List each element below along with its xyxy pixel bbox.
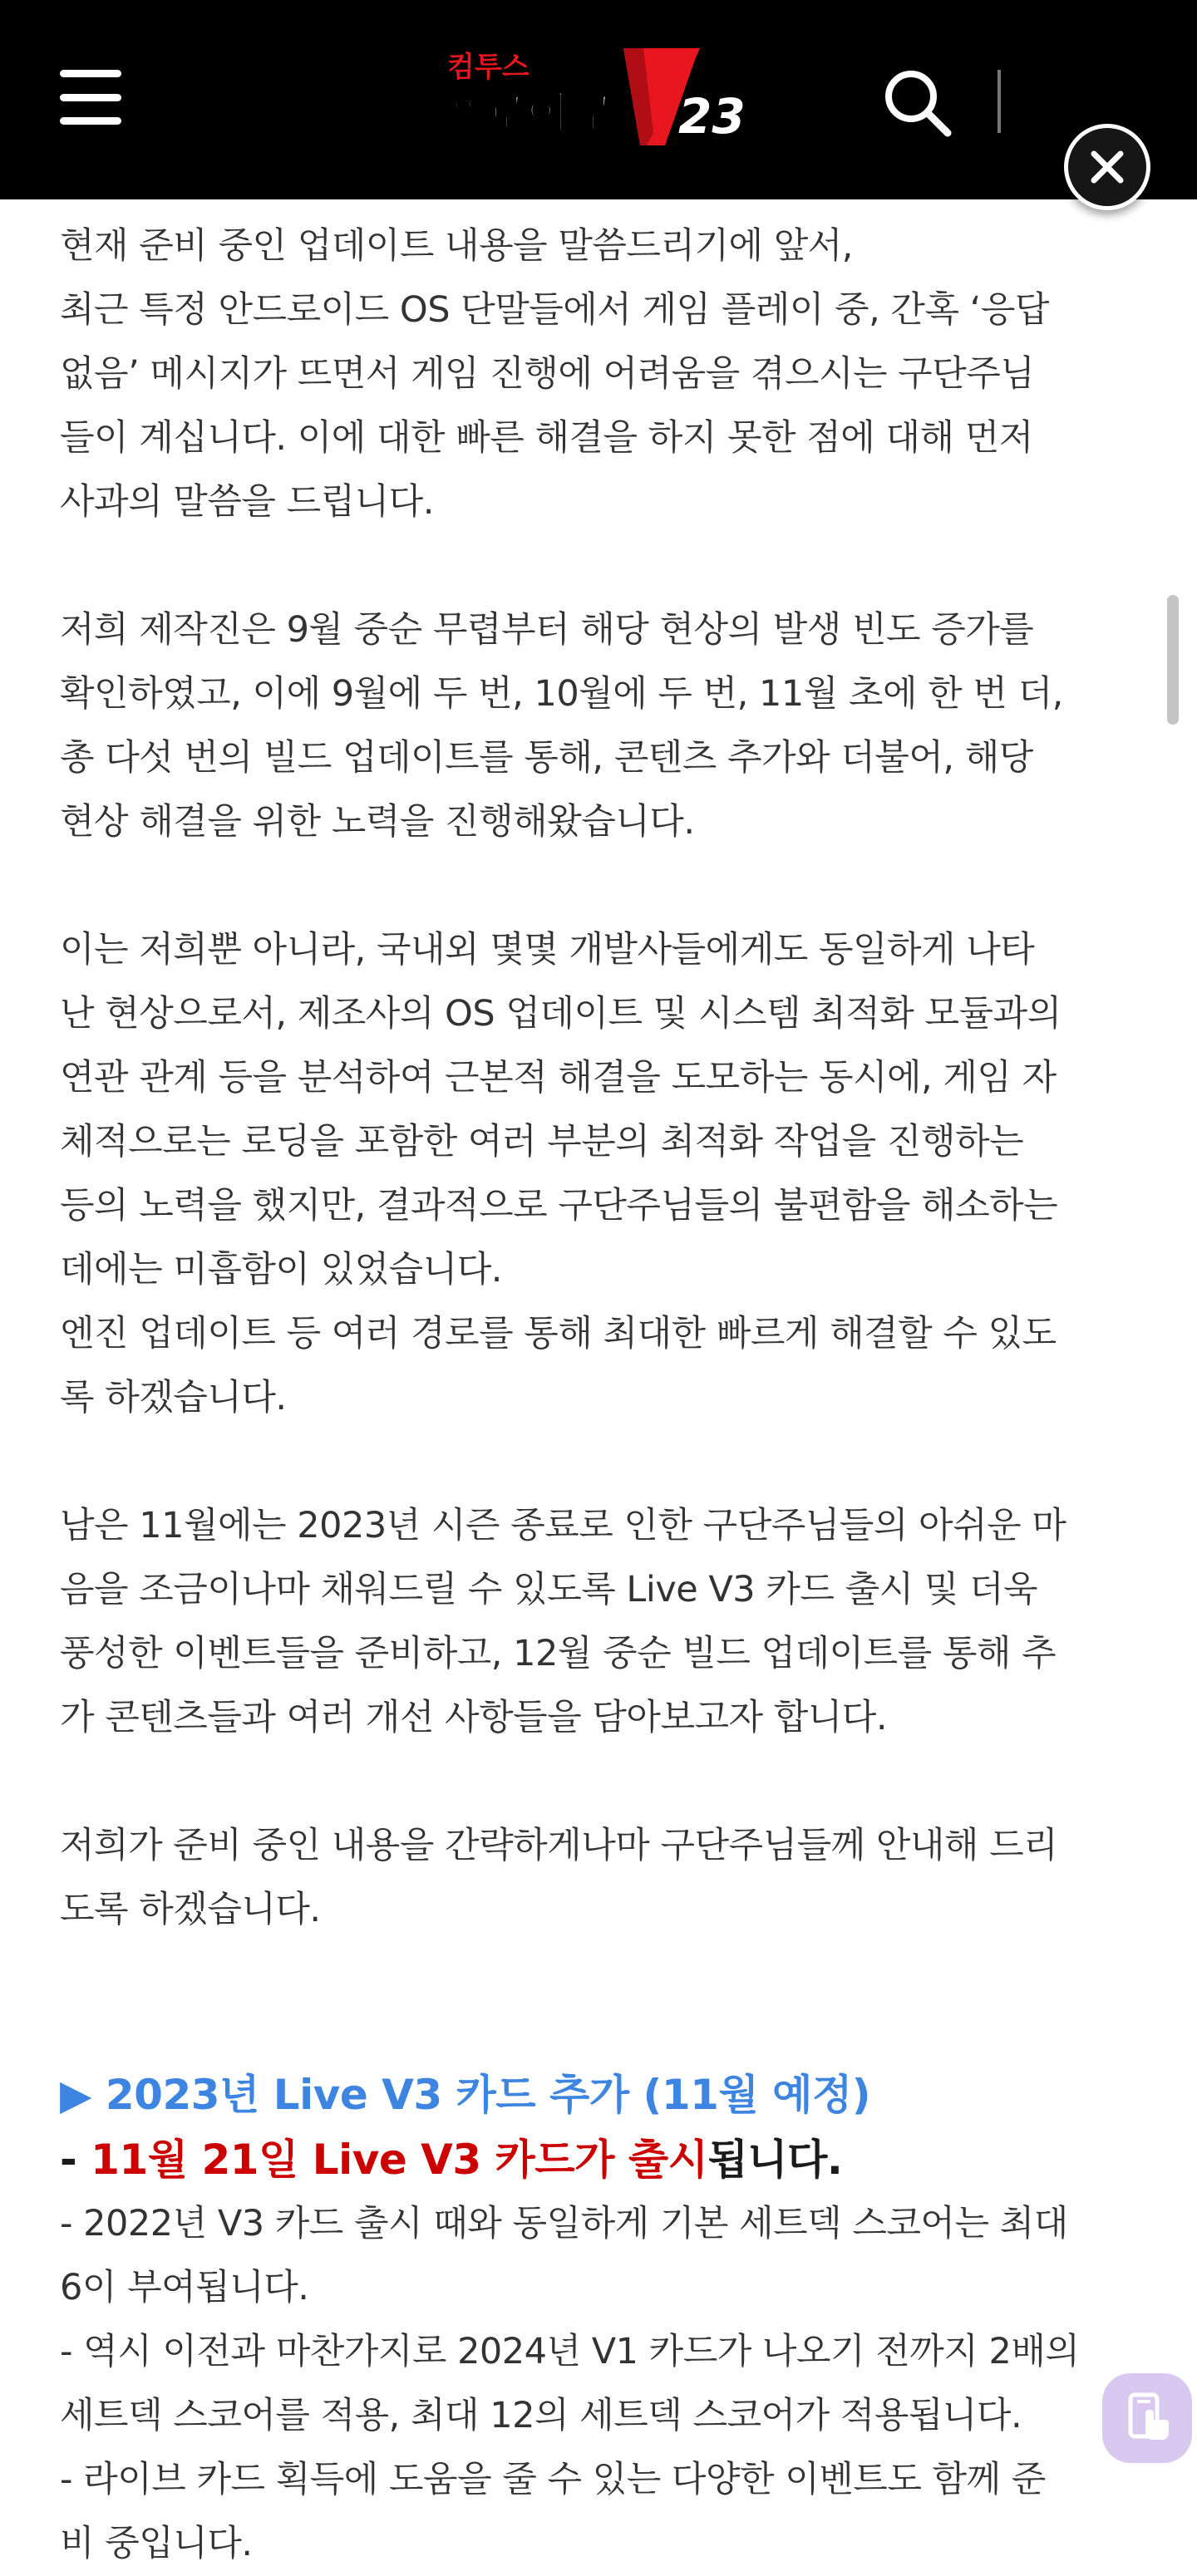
close-button[interactable] (1064, 124, 1150, 210)
logo-main-text: 프로야구 (441, 89, 614, 143)
text-line: 들이 계십니다. 이에 대한 빠른 해결을 하지 못한 점에 대해 먼저 (60, 417, 1033, 459)
text-line: 남은 11월에는 2023년 시즌 종료로 인한 구단주님들의 아쉬운 마 (60, 1505, 1066, 1546)
top-header (0, 0, 1197, 199)
highlight-dash: - (60, 2136, 91, 2184)
paragraph-updates (60, 598, 1140, 854)
paragraph-november-plan (60, 1494, 1140, 1750)
text-line: 도록 하겠습니다. (60, 1889, 321, 1930)
highlight-red-text: 11월 21일 Live V3 카드가 출시 (91, 2136, 708, 2184)
floating-action-button[interactable] (1102, 2373, 1192, 2463)
text-line: 엔진 업데이트 등 여러 경로를 통해 최대한 빠르게 해결할 수 있도 (60, 1313, 1057, 1354)
search-icon[interactable] (883, 68, 953, 138)
text-line: 풍성한 이벤트들을 준비하고, 12월 중순 빌드 업데이트를 통해 추 (60, 1633, 1057, 1674)
text-line: 사과의 말씀을 드립니다. (60, 481, 434, 523)
hamburger-menu-icon[interactable] (60, 70, 121, 125)
release-highlight (60, 2127, 1140, 2192)
phone-touch-icon (1121, 2392, 1174, 2445)
bullet-line: - 역시 이전과 마찬가지로 2024년 V1 카드가 나오기 전까지 2배의 (60, 2331, 1080, 2372)
text-line: 데에는 미흡함이 있었습니다. (60, 1249, 502, 1290)
paragraph-guide (60, 1814, 1140, 1942)
text-line: 난 현상으로서, 제조사의 OS 업데이트 및 시스템 최적화 모듈과의 (60, 993, 1062, 1035)
bullet-list (60, 2192, 1140, 2576)
text-line: 체적으로는 로딩을 포함한 여러 부분의 최적화 작업을 진행하는 (60, 1121, 1024, 1163)
text-line: 저희가 준비 중인 내용을 간략하게나마 구단주님들께 안내해 드리 (60, 1825, 1058, 1866)
text-line: 최근 특정 안드로이드 OS 단말들에서 게임 플레이 중, 간혹 ‘응답 (60, 289, 1049, 331)
logo-year-text: 23 (678, 88, 746, 145)
text-line: 저희 제작진은 9월 중순 무렵부터 해당 현상의 발생 빈도 증가를 (60, 609, 1034, 651)
paragraph-intro (60, 214, 1140, 534)
text-line: 음을 조금이나마 채워드릴 수 있도록 Live V3 카드 출시 및 더욱 (60, 1569, 1038, 1610)
bullet-line: 비 중입니다. (60, 2523, 253, 2564)
logo-top-text: 컴투스 (447, 51, 530, 84)
bullet-line: 세트덱 스코어를 적용, 최대 12의 세트덱 스코어가 적용됩니다. (60, 2395, 1022, 2436)
section-heading: ▶ 2023년 Live V3 카드 추가 (11월 예정) (60, 2071, 871, 2119)
article-body (60, 214, 1140, 2576)
close-icon (1091, 150, 1124, 184)
header-divider (998, 70, 1001, 133)
text-line: 등의 노력을 했지만, 결과적으로 구단주님들의 불편함을 해소하는 (60, 1185, 1058, 1227)
highlight-rest: 됩니다. (707, 2136, 843, 2184)
text-line: 없음’ 메시지가 뜨면서 게임 진행에 어려움을 겪으시는 구단주님 (60, 353, 1035, 395)
text-line: 확인하였고, 이에 9월에 두 번, 10월에 두 번, 11월 초에 한 번 더, (60, 673, 1063, 715)
bullet-line: - 라이브 카드 획득에 도움을 줄 수 있는 다양한 이벤트도 함께 준 (60, 2459, 1046, 2500)
scrollbar-thumb[interactable] (1167, 595, 1179, 725)
text-line: 현재 준비 중인 업데이트 내용을 말씀드리기에 앞서, (60, 225, 853, 267)
game-logo[interactable] (432, 42, 765, 162)
text-line: 록 하겠습니다. (60, 1377, 287, 1418)
text-line: 이는 저희뿐 아니라, 국내외 몇몇 개발사들에게도 동일하게 나타 (60, 929, 1035, 971)
paragraph-analysis (60, 918, 1140, 1430)
bullet-line: 6이 부여됩니다. (60, 2267, 309, 2308)
text-line: 현상 해결을 위한 노력을 진행해왔습니다. (60, 801, 695, 843)
text-line: 가 콘텐츠들과 여러 개선 사항들을 담아보고자 합니다. (60, 1697, 888, 1738)
bullet-line: - 2022년 V3 카드 출시 때와 동일하게 기본 세트덱 스코어는 최대 (60, 2203, 1068, 2244)
text-line: 연관 관계 등을 분석하여 근본적 해결을 도모하는 동시에, 게임 자 (60, 1057, 1057, 1099)
text-line: 총 다섯 번의 빌드 업데이트를 통해, 콘텐츠 추가와 더불어, 해당 (60, 737, 1033, 779)
